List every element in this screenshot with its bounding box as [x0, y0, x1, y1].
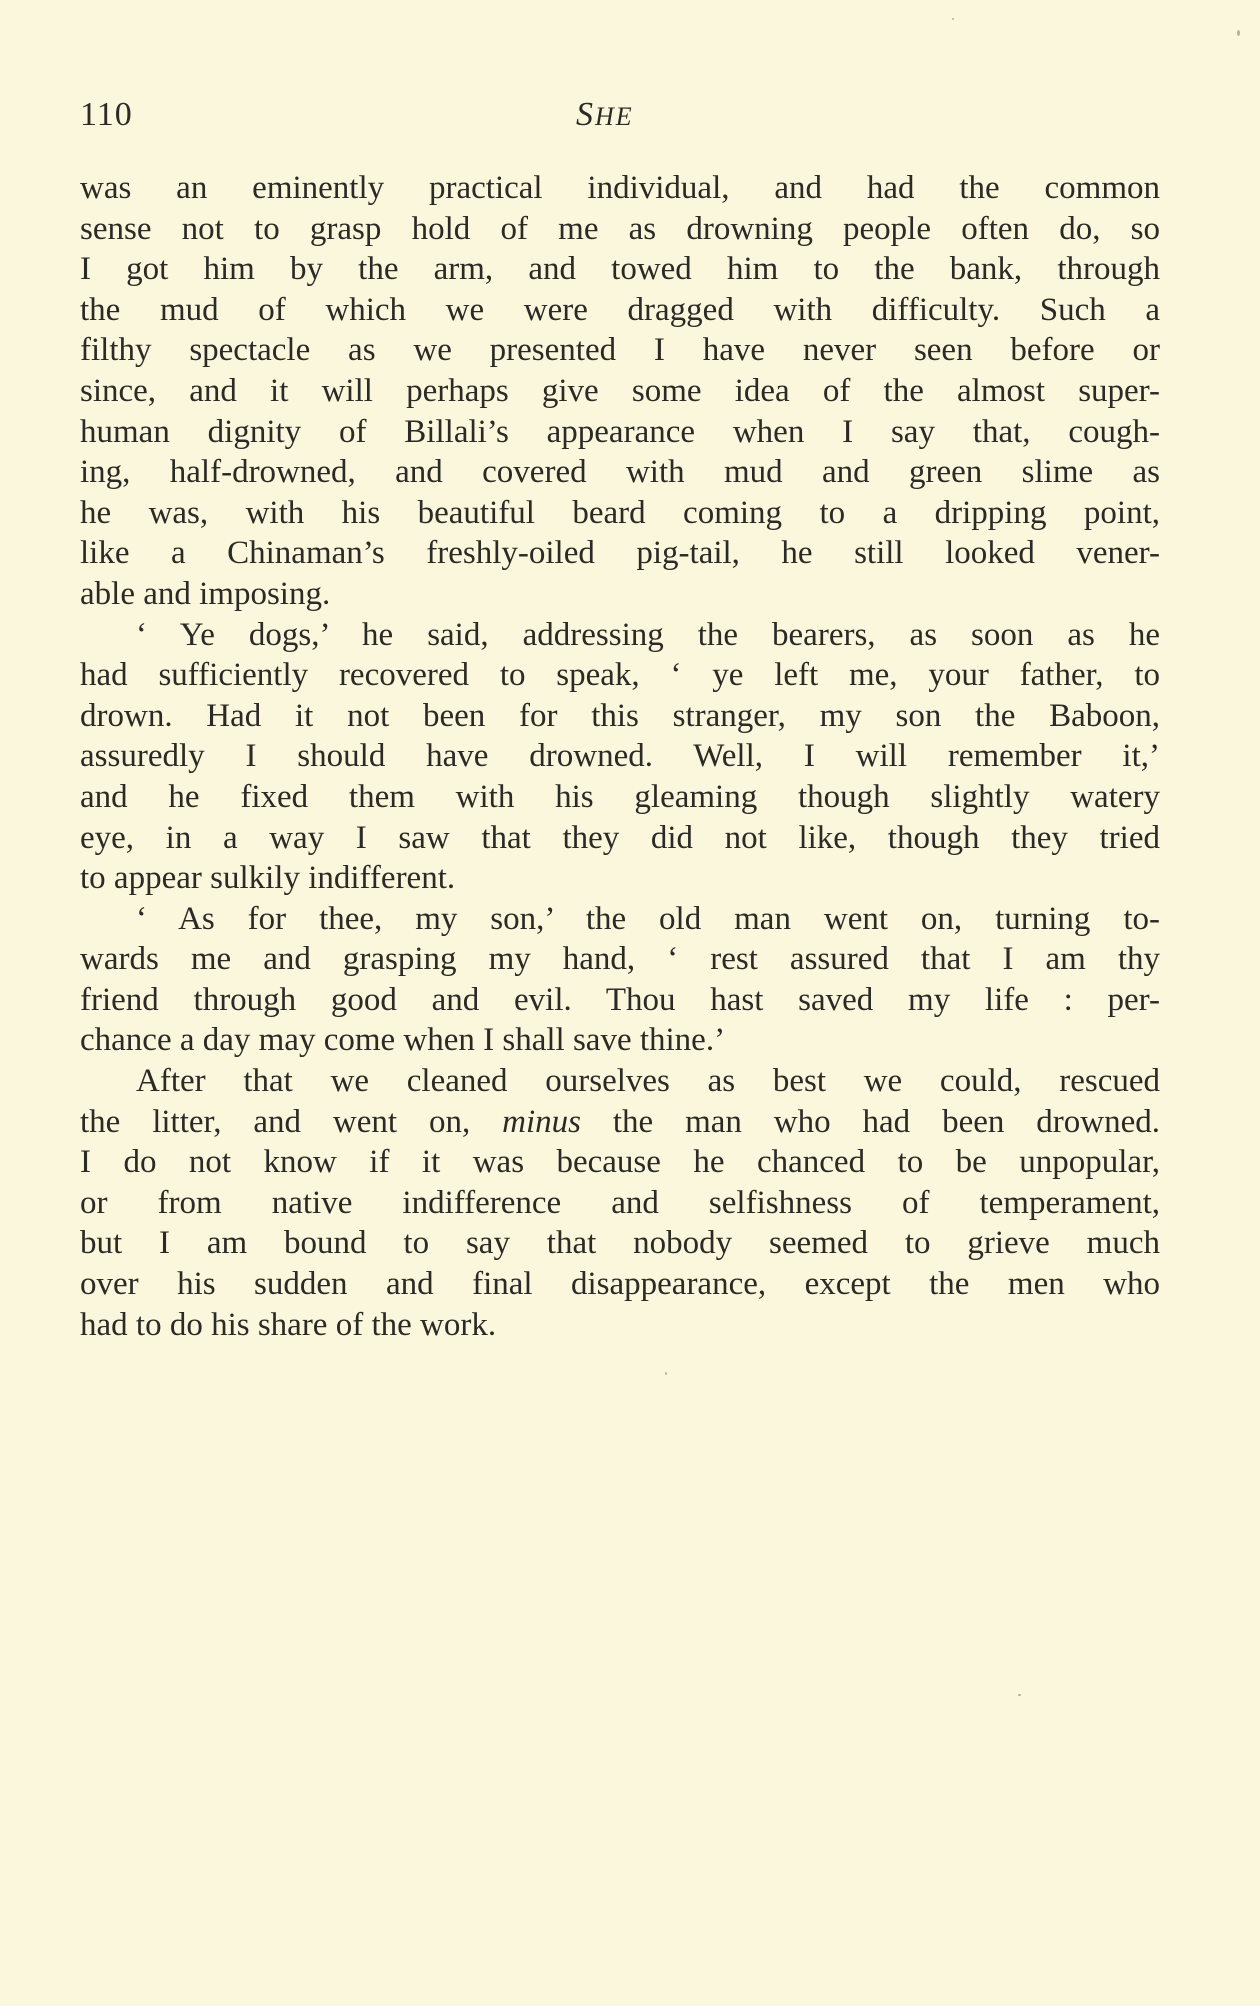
text-line: I do not know if it was because he chanced to be unpopular,: [80, 1144, 1160, 1181]
text-line: had sufficiently recovered to speak, ‘ ye left me, your father, to: [80, 657, 1160, 694]
paper-speck: [1018, 1694, 1021, 1696]
paper-speck: [665, 1372, 667, 1375]
text-line: or from native indifference and selfishness of temperament,: [80, 1184, 1160, 1221]
text-line: but I am bound to say that nobody seemed to grieve much: [80, 1225, 1160, 1262]
running-title-initial: S: [576, 96, 595, 133]
italic-word: minus: [502, 1103, 581, 1140]
text-line: able and imposing.: [80, 575, 331, 612]
text-line: to appear sulkily indifferent.: [80, 860, 456, 897]
text-line: he was, with his beautiful beard coming to a dripping point,: [80, 494, 1160, 531]
page-number: 110: [80, 96, 133, 133]
text-line: After that we cleaned ourselves as best we could, rescued: [136, 1063, 1160, 1100]
text-line: eye, in a way I saw that they did not like, though they tried: [80, 819, 1160, 856]
running-head: [80, 96, 1160, 146]
text-line: wards me and grasping my hand, ‘ rest assured that I am thy: [80, 941, 1160, 978]
text-line: sense not to grasp hold of me as drowning people often do, so: [80, 210, 1160, 247]
running-title-rest: HE: [595, 102, 634, 131]
text-line: the mud of which we were dragged with difficulty. Such a: [80, 291, 1160, 328]
text-line: chance a day may come when I shall save thine.’: [80, 1022, 726, 1059]
text-line: like a Chinaman’s freshly-oiled pig-tail, he still looked vener-: [80, 535, 1160, 572]
text-line: filthy spectacle as we presented I have never seen before or: [80, 332, 1160, 369]
text-line: over his sudden and final disappearance, except the men who: [80, 1266, 1160, 1303]
text-line: since, and it will perhaps give some idea of the almost super-: [80, 372, 1160, 409]
text-line: drown. Had it not been for this stranger, my son the Baboon,: [80, 697, 1160, 734]
text-line: was an eminently practical individual, and had the common: [80, 170, 1160, 206]
text-line: ing, half-drowned, and covered with mud and green slime as: [80, 454, 1160, 491]
text-line: ‘ Ye dogs,’ he said, addressing the bearers, as soon as he: [136, 616, 1160, 653]
text-line: had to do his share of the work.: [80, 1306, 497, 1343]
body-text: [80, 168, 1160, 1345]
text-line: ‘ As for thee, my son,’ the old man went on, turning to-: [136, 900, 1160, 937]
text-line: assuredly I should have drowned. Well, I will remember it,’: [80, 738, 1160, 775]
text-line: I got him by the arm, and towed him to the bank, through: [80, 251, 1160, 288]
paper-speck: [1237, 30, 1240, 36]
running-title: [576, 96, 634, 134]
text-line: and he fixed them with his gleaming though slightly watery: [80, 778, 1160, 815]
paper-speck: [952, 18, 954, 20]
text-line: human dignity of Billali’s appearance when I say that, cough-: [80, 413, 1160, 450]
text-line: the litter, and went on, minus the man who had been drowned.: [80, 1103, 1160, 1140]
text-line: friend through good and evil. Thou hast saved my life : per-: [80, 981, 1160, 1018]
